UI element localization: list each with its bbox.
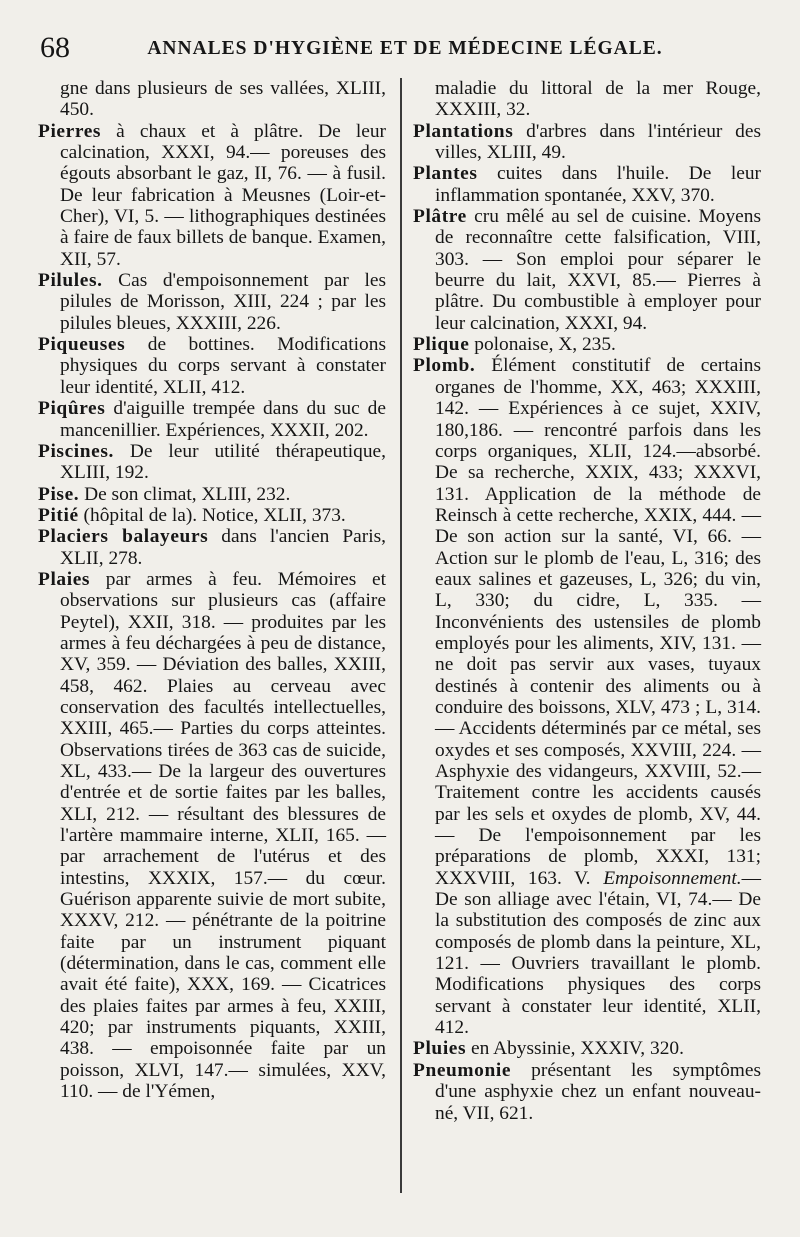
index-entry: Plâtre cru mêlé au sel de cuisine. Moyens de reconnaître cette falsification, VIII, 303. — Son emploi pour séparer le beurre du lait, XXVI, 85.— Pierres à plâtre. Du combustible à employer pour leur calcination, XXXI, 94. — [413, 206, 761, 334]
index-entry: Piqûres d'aiguille trempée dans du suc de mancenillier. Expériences, XXXII, 202. — [38, 398, 386, 441]
entry-headword: Pise. — [38, 483, 80, 505]
index-entry: Plomb. Élément constitutif de certains organes de l'homme, XX, 463; XXXIII, 142. — Expériences à ce sujet, XXIV, 180,186. — rencontré parfois dans les corps organiques, XLII, 124.—absorbé. De sa recherche, XXIX, 433; XXXVI, 131. Application de la méthode de Reinsch à cette recherche, XXIX, 444. — De son action sur la santé, VI, 66. — Action sur le plomb de l'eau, L, 316; des eaux salines et gazeuses, L, 326; du vin, L, 330; du cidre, L, 335. — Inconvénients des ustensiles de plomb employés pour les aliments, XIV, 131. — ne doit pas servir aux vases, tuyaux destinés à contenir des aliments ou à conduire des boissons, XLV, 473 ; L, 314. — Accidents déterminés par ce métal, ses oxydes et ses composés, XXVIII, 224. — Asphyxie des vidangeurs, XXVIII, 52.— Traitement contre les accidents causés par les sels et oxydes de plomb, XV, 44. — De l'empoisonnement par les préparations de plomb, XXXI, 131; XXXVIII, 163. V. Empoisonnement.— De son alliage avec l'étain, VI, 74.— De la substitution des composés de zinc aux composés de plomb dans la peinture, XL, 121. — Ouvriers travaillant le plomb. Modifications physiques des corps servant à constater leur identité, XLII, 412. — [413, 355, 761, 1039]
entry-headword: Pneumonie — [413, 1059, 512, 1081]
entry-headword: Plique — [413, 334, 470, 356]
entry-headword: Piscines. — [38, 440, 114, 462]
index-entry: gne dans plusieurs de ses vallées, XLIII, 450. — [60, 78, 386, 121]
entry-headword: Plantations — [413, 120, 514, 142]
index-entry: Pitié (hôpital de la). Notice, XLII, 373. — [38, 504, 346, 526]
index-entry: Piqueuses de bottines. Modifications physiques du corps servant à constater leur identité, XLII, 412. — [38, 334, 386, 398]
index-entry: Piscines. De leur utilité thérapeutique, XLIII, 192. — [38, 440, 386, 484]
entry-headword: Plâtre — [413, 206, 467, 228]
right-column — [413, 78, 761, 1124]
index-entry: Pluies en Abyssinie, XXXIV, 320. — [413, 1038, 684, 1060]
running-title: ANNALES D'HYGIÈNE ET DE MÉDECINE LÉGALE. — [147, 38, 663, 59]
entry-headword: Pierres — [38, 120, 102, 142]
index-entry: Placiers balayeurs dans l'ancien Paris, XLII, 278. — [38, 526, 386, 569]
entry-headword: Pitié — [38, 504, 79, 526]
index-entry: Pise. De son climat, XLIII, 232. — [38, 483, 291, 505]
entry-headword: Plantes — [413, 163, 478, 185]
cross-reference: Empoisonnement. — [603, 867, 742, 889]
entry-headword: Placiers balayeurs — [38, 526, 209, 548]
entry-headword: Piqueuses — [38, 334, 126, 356]
index-entry: Plantations d'arbres dans l'intérieur des villes, XLIII, 49. — [413, 120, 761, 164]
entry-headword: Pluies — [413, 1038, 467, 1060]
page-number: 68 — [40, 31, 70, 64]
column-divider — [400, 78, 402, 1193]
entry-headword: Plomb. — [413, 355, 476, 377]
index-entry: maladie du littoral de la mer Rouge, XXXIII, 32. — [435, 78, 761, 121]
page-header — [40, 30, 770, 66]
entry-headword: Plaies — [38, 568, 91, 590]
index-entry: Plantes cuites dans l'huile. De leur inflammation spontanée, XXV, 370. — [413, 163, 761, 206]
index-entry: Pilules. Cas d'empoisonnement par les pilules de Morisson, XIII, 224 ; par les pilules bleues, XXXIII, 226. — [38, 270, 386, 334]
index-entry: Pneumonie présentant les symptômes d'une asphyxie chez un enfant nouveau-né, VII, 621. — [413, 1059, 761, 1124]
index-entry: Plique polonaise, X, 235. — [413, 334, 616, 356]
entry-headword: Piqûres — [38, 398, 106, 420]
index-entry: Plaies par armes à feu. Mémoires et observations sur plusieurs cas (affaire Peytel), XXII, 318. — produites par les armes à feu déchargées à peu de distance, XV, 359. — Déviation des balles, XXIII, 458, 462. Plaies au cerveau avec conservation des facultés intellectuelles, XXIII, 465.— Parties du corps atteintes. Observations tirées de 363 cas de suicide, XL, 433.— De la largeur des ouvertures d'entrée et de sortie faites par les balles, XLI, 212. — résultant des blessures de l'artère mammaire interne, XLII, 165. — par arrachement de l'utérus et des intestins, XXXIX, 157.— du cœur. Guérison apparente suivie de mort subite, XXXV, 212. — pénétrante de la poitrine faite par un instrument piquant (détermination, dans le cas, comment elle avait été faite), XXX, 169. — Cicatrices des plaies faites par armes à feu, XXIII, 420; par instruments piquants, XXIII, 438. — empoisonnée faite par un poisson, XLVI, 147.— simulées, XXV, 110. — de l'Yémen, — [38, 568, 386, 1103]
left-column — [38, 78, 386, 1103]
index-entry: Pierres à chaux et à plâtre. De leur calcination, XXXI, 94.— poreuses des égouts absorbant le gaz, II, 76. — à fusil. De leur fabrication à Meusnes (Loir-et-Cher), VI, 5. — lithographiques destinées à faire de faux billets de banque. Examen, XII, 57. — [38, 120, 386, 270]
entry-headword: Pilules. — [38, 270, 103, 292]
